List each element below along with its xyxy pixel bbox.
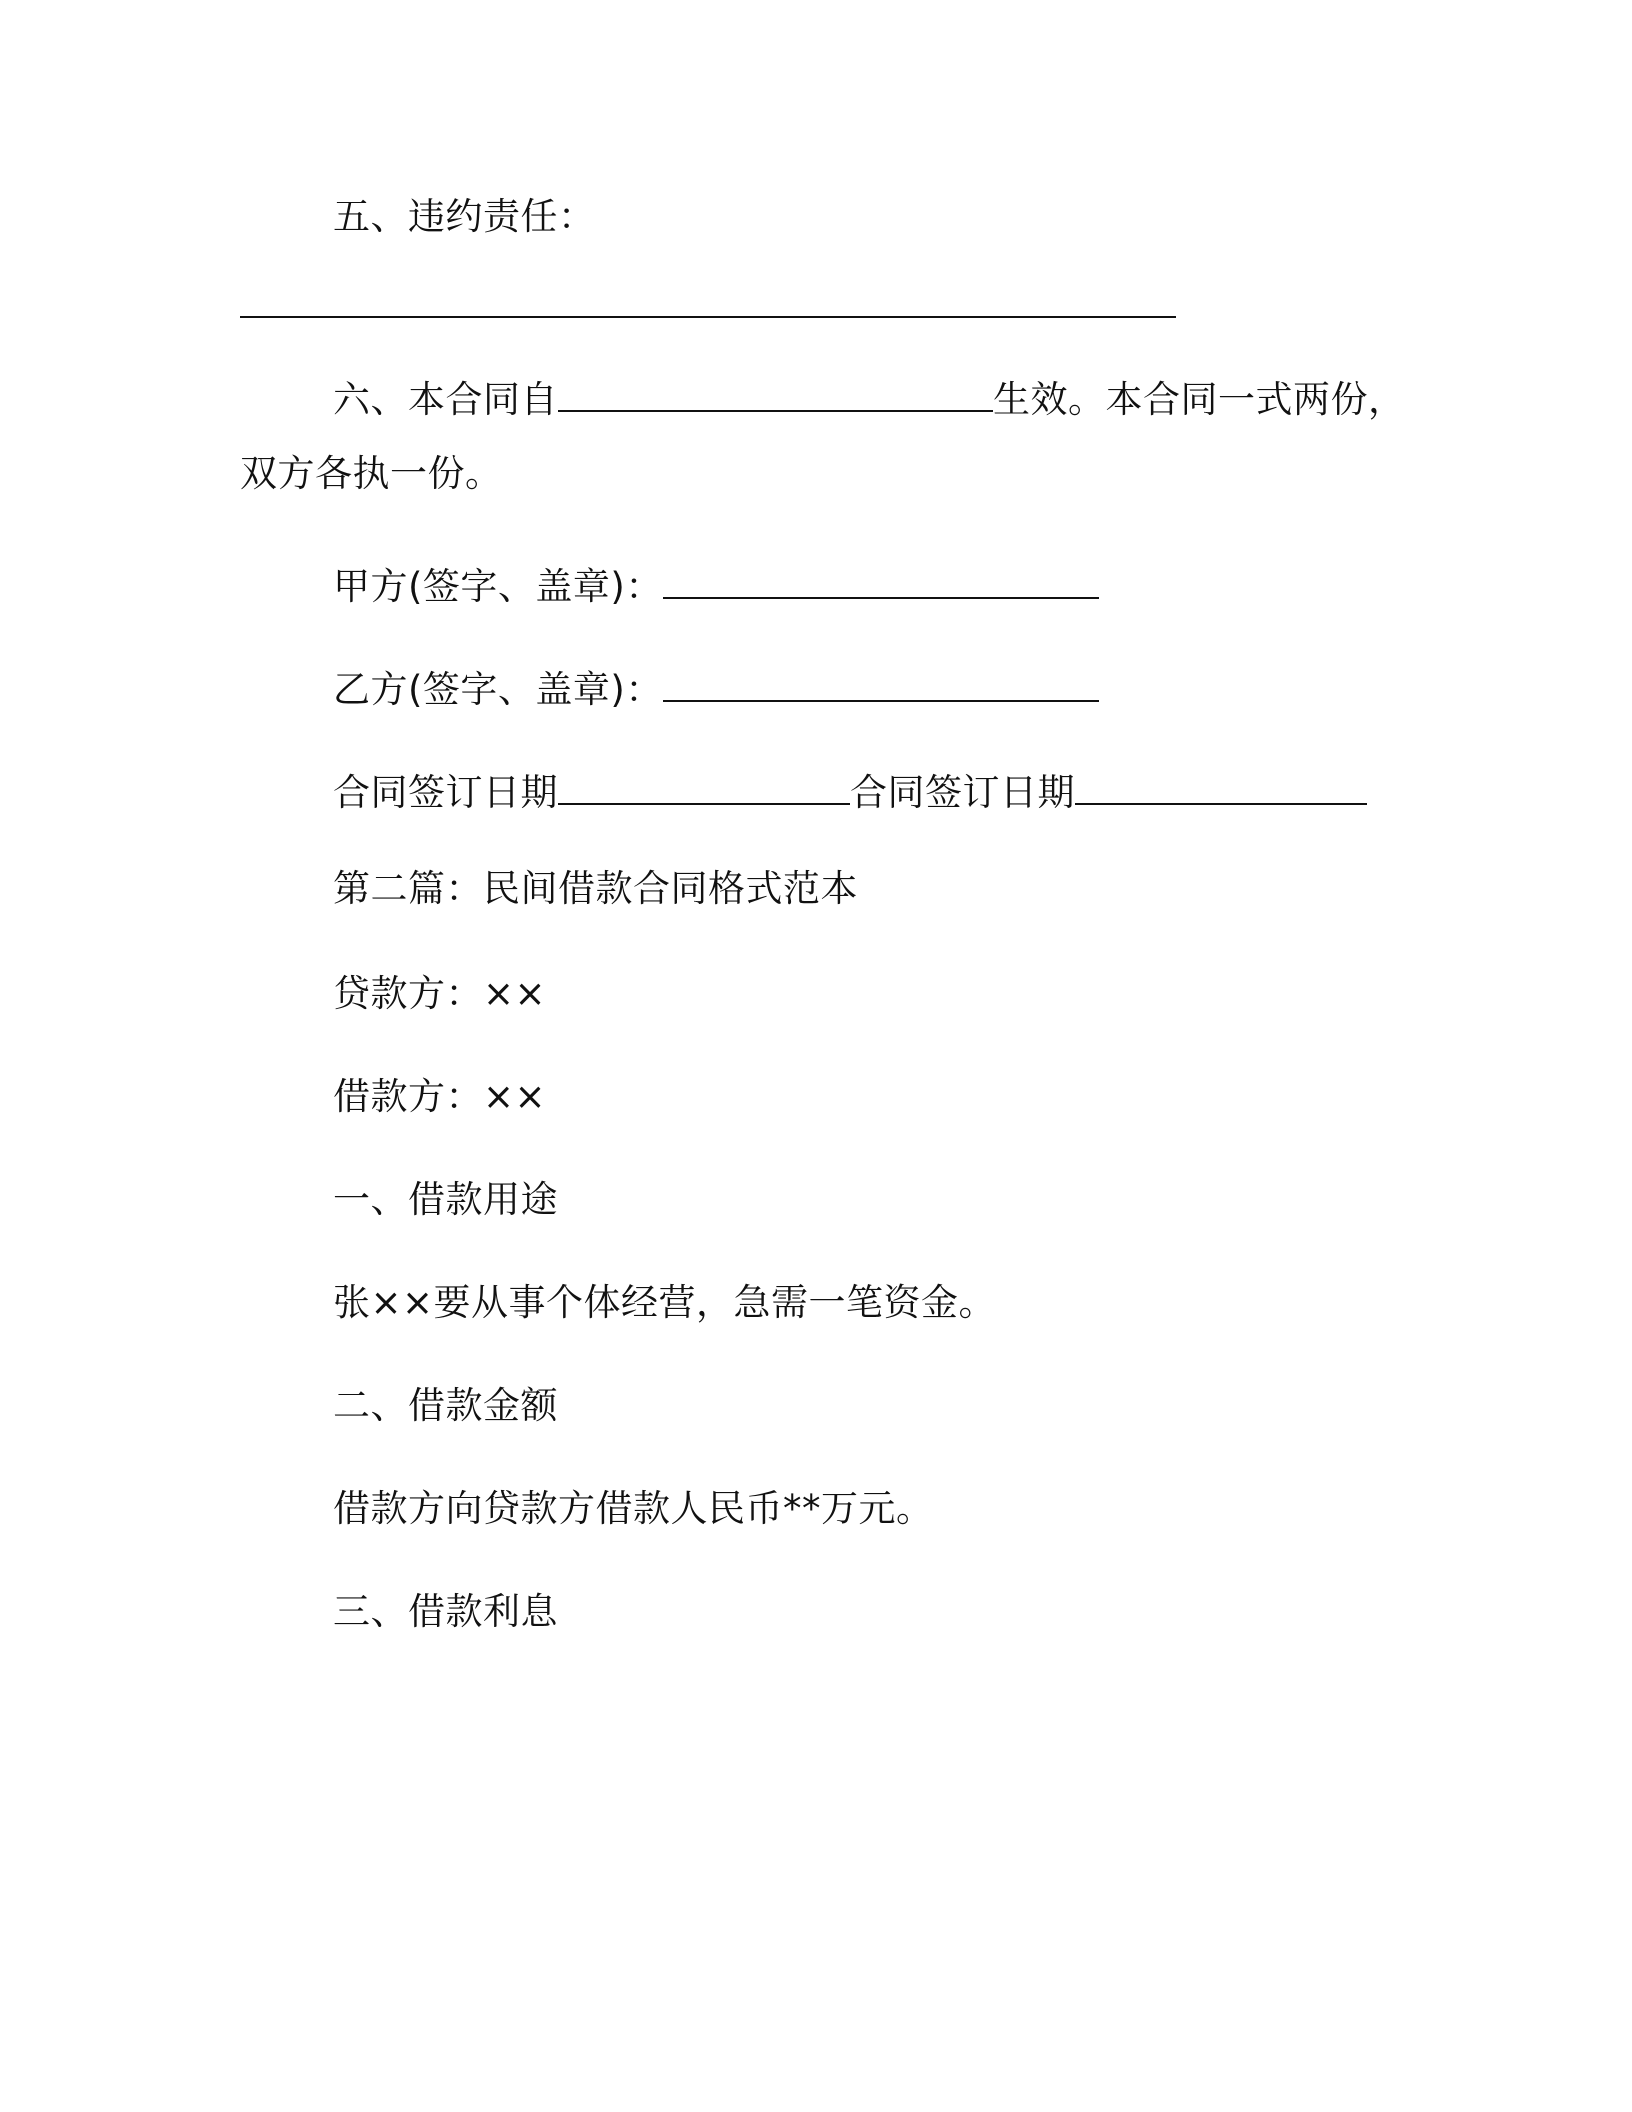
section-6-continuation: 双方各执一份。 — [240, 452, 503, 495]
section-3-heading: 三、借款利息 — [333, 1590, 558, 1633]
section-6-line — [333, 378, 1406, 421]
part-2-title: 第二篇：民间借款合同格式范本 — [333, 867, 858, 910]
party-a-signature-label: 甲方(签字、盖章)： — [333, 565, 663, 608]
effective-date-blank — [558, 380, 993, 412]
party-a-signature-line — [333, 565, 1099, 608]
party-b-signature-blank — [663, 670, 1099, 702]
section-1-body: 张××要从事个体经营，急需一笔资金。 — [333, 1281, 997, 1324]
section-2-body: 借款方向贷款方借款人民币**万元。 — [333, 1487, 934, 1530]
party-b-signature-line — [333, 668, 1099, 711]
sign-date-label-2: 合同签订日期 — [850, 771, 1075, 814]
breach-liability-blank-line — [240, 316, 1176, 318]
section-6-prefix: 六、本合同自 — [333, 378, 558, 421]
section-5-heading: 五、违约责任： — [333, 195, 596, 238]
section-6-suffix: 生效。本合同一式两份， — [993, 378, 1406, 421]
section-1-heading: 一、借款用途 — [333, 1178, 558, 1221]
borrower-line: 借款方：×× — [333, 1075, 547, 1118]
sign-date-label-1: 合同签订日期 — [333, 771, 558, 814]
sign-date-line — [333, 771, 1367, 814]
section-2-heading: 二、借款金额 — [333, 1384, 558, 1427]
lender-line: 贷款方：×× — [333, 972, 547, 1015]
sign-date-blank-2 — [1075, 773, 1367, 805]
party-b-signature-label: 乙方(签字、盖章)： — [333, 668, 663, 711]
party-a-signature-blank — [663, 567, 1099, 599]
sign-date-blank-1 — [558, 773, 850, 805]
